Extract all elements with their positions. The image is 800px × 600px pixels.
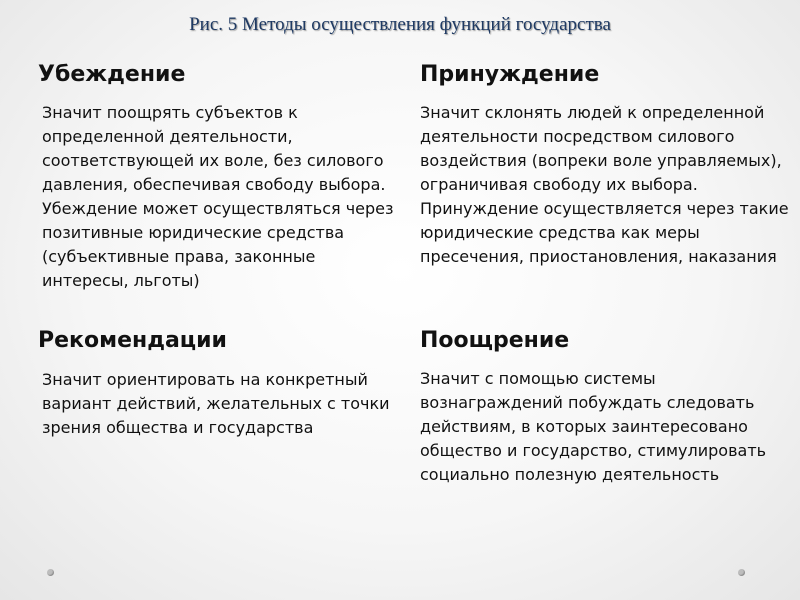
text-recommendations: Значит ориентировать на конкретный вариант действий, желательных с точки зрения общества и государства: [42, 370, 390, 437]
text-coercion: Значит склонять людей к определенной деятельности посредством силового воздействия (вопреки воле управляемых), ограничивая свободу их выбора. Принуждение осуществляется через такие юридические средства как меры пресечения, приостановления, наказания: [420, 103, 789, 266]
decorative-dot-right: [738, 569, 745, 576]
decorative-dot-left: [47, 569, 54, 576]
heading-coercion: Принуждение: [420, 62, 600, 87]
heading-encouragement: Поощрение: [420, 328, 570, 353]
slide-title: Рис. 5 Методы осуществления функций государства: [189, 14, 611, 35]
heading-persuasion: Убеждение: [38, 62, 186, 87]
text-persuasion: Значит поощрять субъектов к определенной деятельности, соответствующей их воле, без силового давления, обеспечивая свободу выбора. Убеждение может осуществляться через позитивные юридические средства (субъективные права, законные интересы, льготы): [42, 103, 394, 290]
text-encouragement: Значит с помощью системы вознаграждений побуждать следовать действиям, в которых заинтересовано общество и государство, стимулировать социально полезную деятельность: [420, 369, 767, 484]
heading-recommendations: Рекомендации: [38, 328, 227, 353]
